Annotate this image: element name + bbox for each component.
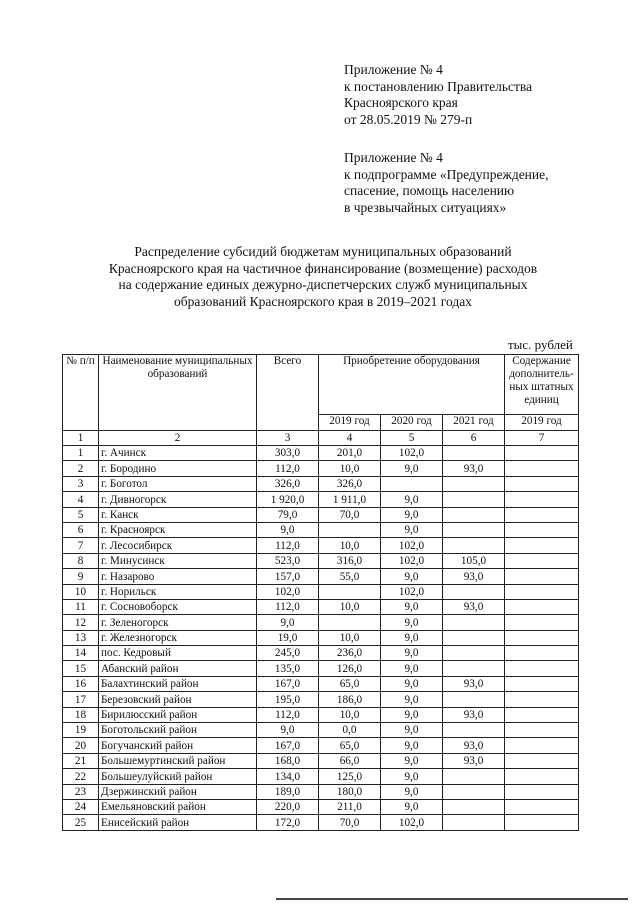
cell-total: 9,0 bbox=[257, 723, 319, 738]
cell-total: 157,0 bbox=[257, 569, 319, 584]
cell-total: 135,0 bbox=[257, 661, 319, 676]
cell-y2021 bbox=[443, 538, 505, 553]
cell-name: г. Сосновоборск bbox=[99, 599, 257, 614]
cell-y2020: 9,0 bbox=[381, 723, 443, 738]
cell-name: г. Лесосибирск bbox=[99, 538, 257, 553]
cell-total: 195,0 bbox=[257, 692, 319, 707]
cell-y2019 bbox=[319, 584, 381, 599]
document-title bbox=[60, 244, 586, 310]
header-num: № п/п bbox=[63, 355, 99, 431]
cell-staff bbox=[505, 799, 579, 814]
table-body bbox=[63, 446, 579, 831]
cell-y2019: 70,0 bbox=[319, 815, 381, 830]
cell-y2020: 102,0 bbox=[381, 446, 443, 461]
cell-staff bbox=[505, 461, 579, 476]
cell-num: 1 bbox=[63, 446, 99, 461]
appendix-line: Красноярского края bbox=[344, 95, 458, 110]
cell-num: 19 bbox=[63, 723, 99, 738]
cell-total: 1 920,0 bbox=[257, 492, 319, 507]
header-total: Всего bbox=[257, 355, 319, 431]
table-row bbox=[63, 553, 579, 568]
table-row bbox=[63, 707, 579, 722]
cell-y2019: 201,0 bbox=[319, 446, 381, 461]
cell-y2019: 10,0 bbox=[319, 461, 381, 476]
cell-y2021 bbox=[443, 476, 505, 491]
col-number: 7 bbox=[505, 431, 579, 446]
header-staff: Содержание дополнитель-ных штатных единиц bbox=[505, 355, 579, 415]
cell-y2021 bbox=[443, 723, 505, 738]
cell-total: 79,0 bbox=[257, 507, 319, 522]
cell-num: 23 bbox=[63, 784, 99, 799]
cell-y2020: 9,0 bbox=[381, 784, 443, 799]
col-number: 6 bbox=[443, 431, 505, 446]
cell-staff bbox=[505, 723, 579, 738]
cell-y2020: 9,0 bbox=[381, 676, 443, 691]
scan-edge-line bbox=[276, 898, 628, 900]
cell-y2020: 9,0 bbox=[381, 507, 443, 522]
col-number: 2 bbox=[99, 431, 257, 446]
cell-num: 12 bbox=[63, 615, 99, 630]
cell-y2020: 9,0 bbox=[381, 492, 443, 507]
appendix-line: в чрезвычайных ситуациях» bbox=[344, 199, 507, 215]
cell-name: Дзержинский район bbox=[99, 784, 257, 799]
cell-total: 245,0 bbox=[257, 646, 319, 661]
appendix-line: Приложение № 4 bbox=[344, 150, 443, 165]
cell-total: 172,0 bbox=[257, 815, 319, 830]
table-row bbox=[63, 522, 579, 537]
cell-staff bbox=[505, 569, 579, 584]
cell-staff bbox=[505, 769, 579, 784]
units-label: тыс. рублей bbox=[508, 337, 573, 352]
cell-num: 16 bbox=[63, 676, 99, 691]
table-row bbox=[63, 584, 579, 599]
cell-staff bbox=[505, 692, 579, 707]
cell-y2021: 93,0 bbox=[443, 738, 505, 753]
cell-name: Бирилюсский район bbox=[99, 707, 257, 722]
cell-num: 22 bbox=[63, 769, 99, 784]
cell-y2020: 9,0 bbox=[381, 599, 443, 614]
appendix-to-subprogram bbox=[344, 150, 549, 216]
cell-name: пос. Кедровый bbox=[99, 646, 257, 661]
cell-y2019: 10,0 bbox=[319, 599, 381, 614]
cell-staff bbox=[505, 738, 579, 753]
cell-y2019: 65,0 bbox=[319, 676, 381, 691]
table-row bbox=[63, 507, 579, 522]
cell-y2020: 9,0 bbox=[381, 461, 443, 476]
cell-name: г. Бородино bbox=[99, 461, 257, 476]
title-line: образований Красноярского края в 2019–2021 годах bbox=[174, 293, 472, 309]
cell-staff bbox=[505, 815, 579, 830]
cell-num: 14 bbox=[63, 646, 99, 661]
cell-y2020: 102,0 bbox=[381, 584, 443, 599]
table-row bbox=[63, 476, 579, 491]
cell-y2021 bbox=[443, 446, 505, 461]
cell-num: 24 bbox=[63, 799, 99, 814]
cell-y2019: 211,0 bbox=[319, 799, 381, 814]
cell-num: 11 bbox=[63, 599, 99, 614]
cell-y2019: 236,0 bbox=[319, 646, 381, 661]
cell-y2021 bbox=[443, 661, 505, 676]
cell-y2021 bbox=[443, 815, 505, 830]
header-name: Наименование муниципальных образований bbox=[99, 355, 257, 431]
cell-total: 523,0 bbox=[257, 553, 319, 568]
cell-y2021 bbox=[443, 799, 505, 814]
cell-y2019: 10,0 bbox=[319, 538, 381, 553]
cell-y2019: 180,0 bbox=[319, 784, 381, 799]
cell-name: Большемуртинский район bbox=[99, 753, 257, 768]
cell-name: г. Канск bbox=[99, 507, 257, 522]
cell-y2019: 55,0 bbox=[319, 569, 381, 584]
table-row bbox=[63, 738, 579, 753]
cell-name: г. Железногорск bbox=[99, 630, 257, 645]
cell-staff bbox=[505, 646, 579, 661]
header-year-2021: 2021 год bbox=[443, 415, 505, 431]
appendix-line: к постановлению Правительства bbox=[344, 78, 533, 94]
cell-name: Богучанский район bbox=[99, 738, 257, 753]
cell-staff bbox=[505, 492, 579, 507]
col-number: 3 bbox=[257, 431, 319, 446]
table-row bbox=[63, 753, 579, 768]
cell-total: 167,0 bbox=[257, 676, 319, 691]
cell-staff bbox=[505, 507, 579, 522]
cell-y2019: 66,0 bbox=[319, 753, 381, 768]
cell-name: Березовский район bbox=[99, 692, 257, 707]
table-row bbox=[63, 723, 579, 738]
cell-num: 3 bbox=[63, 476, 99, 491]
cell-y2019: 65,0 bbox=[319, 738, 381, 753]
cell-staff bbox=[505, 553, 579, 568]
subsidy-table bbox=[62, 354, 579, 831]
cell-total: 326,0 bbox=[257, 476, 319, 491]
cell-name: Енисейский район bbox=[99, 815, 257, 830]
cell-y2020: 9,0 bbox=[381, 707, 443, 722]
col-number: 1 bbox=[63, 431, 99, 446]
table-row bbox=[63, 799, 579, 814]
cell-y2021 bbox=[443, 522, 505, 537]
cell-staff bbox=[505, 753, 579, 768]
cell-y2019: 10,0 bbox=[319, 630, 381, 645]
cell-staff bbox=[505, 599, 579, 614]
cell-y2021 bbox=[443, 630, 505, 645]
appendix-to-resolution bbox=[344, 62, 532, 128]
cell-name: г. Минусинск bbox=[99, 553, 257, 568]
cell-y2019: 70,0 bbox=[319, 507, 381, 522]
cell-name: г. Назарово bbox=[99, 569, 257, 584]
col-number: 5 bbox=[381, 431, 443, 446]
cell-total: 189,0 bbox=[257, 784, 319, 799]
cell-total: 102,0 bbox=[257, 584, 319, 599]
cell-name: Большеулуйский район bbox=[99, 769, 257, 784]
cell-y2020: 9,0 bbox=[381, 646, 443, 661]
cell-total: 112,0 bbox=[257, 538, 319, 553]
cell-y2021: 93,0 bbox=[443, 569, 505, 584]
appendix-line: спасение, помощь населению bbox=[344, 183, 515, 198]
cell-staff bbox=[505, 446, 579, 461]
cell-y2020: 9,0 bbox=[381, 661, 443, 676]
cell-y2021 bbox=[443, 646, 505, 661]
cell-staff bbox=[505, 615, 579, 630]
title-line: Распределение субсидий бюджетам муниципальных образований bbox=[134, 244, 512, 259]
cell-num: 21 bbox=[63, 753, 99, 768]
cell-y2021: 105,0 bbox=[443, 553, 505, 568]
appendix-line: Приложение № 4 bbox=[344, 62, 443, 77]
cell-y2020: 102,0 bbox=[381, 815, 443, 830]
cell-total: 19,0 bbox=[257, 630, 319, 645]
cell-y2020: 9,0 bbox=[381, 753, 443, 768]
cell-y2019 bbox=[319, 522, 381, 537]
cell-num: 13 bbox=[63, 630, 99, 645]
cell-y2021 bbox=[443, 784, 505, 799]
cell-staff bbox=[505, 661, 579, 676]
cell-name: г. Зеленогорск bbox=[99, 615, 257, 630]
table-row bbox=[63, 492, 579, 507]
table-row bbox=[63, 615, 579, 630]
cell-num: 10 bbox=[63, 584, 99, 599]
cell-total: 220,0 bbox=[257, 799, 319, 814]
appendix-line: от 28.05.2019 № 279-п bbox=[344, 111, 473, 127]
cell-y2021: 93,0 bbox=[443, 599, 505, 614]
cell-num: 9 bbox=[63, 569, 99, 584]
cell-y2019: 125,0 bbox=[319, 769, 381, 784]
cell-total: 112,0 bbox=[257, 599, 319, 614]
cell-y2021 bbox=[443, 769, 505, 784]
cell-name: г. Норильск bbox=[99, 584, 257, 599]
cell-name: г. Красноярск bbox=[99, 522, 257, 537]
cell-y2019: 186,0 bbox=[319, 692, 381, 707]
cell-y2020: 9,0 bbox=[381, 569, 443, 584]
cell-y2019: 326,0 bbox=[319, 476, 381, 491]
header-staff-year: 2019 год bbox=[505, 415, 579, 431]
cell-staff bbox=[505, 784, 579, 799]
cell-num: 7 bbox=[63, 538, 99, 553]
cell-y2020: 9,0 bbox=[381, 738, 443, 753]
cell-name: Боготольский район bbox=[99, 723, 257, 738]
table-row bbox=[63, 461, 579, 476]
cell-y2021 bbox=[443, 692, 505, 707]
cell-y2020: 9,0 bbox=[381, 630, 443, 645]
cell-y2021 bbox=[443, 492, 505, 507]
header-year-2019: 2019 год bbox=[319, 415, 381, 431]
appendix-line: к подпрограмме «Предупреждение, bbox=[344, 166, 549, 182]
cell-num: 6 bbox=[63, 522, 99, 537]
cell-num: 17 bbox=[63, 692, 99, 707]
header-year-2020: 2020 год bbox=[381, 415, 443, 431]
table-row bbox=[63, 784, 579, 799]
cell-y2019: 0,0 bbox=[319, 723, 381, 738]
cell-num: 25 bbox=[63, 815, 99, 830]
table-row bbox=[63, 538, 579, 553]
cell-total: 112,0 bbox=[257, 707, 319, 722]
cell-name: Емельяновский район bbox=[99, 799, 257, 814]
table-row bbox=[63, 569, 579, 584]
cell-y2020: 9,0 bbox=[381, 799, 443, 814]
cell-staff bbox=[505, 676, 579, 691]
cell-total: 303,0 bbox=[257, 446, 319, 461]
cell-total: 167,0 bbox=[257, 738, 319, 753]
table-row bbox=[63, 692, 579, 707]
cell-num: 4 bbox=[63, 492, 99, 507]
cell-y2020 bbox=[381, 476, 443, 491]
table-row bbox=[63, 630, 579, 645]
cell-name: г. Ачинск bbox=[99, 446, 257, 461]
cell-total: 168,0 bbox=[257, 753, 319, 768]
table-row bbox=[63, 599, 579, 614]
cell-y2021: 93,0 bbox=[443, 461, 505, 476]
cell-y2019: 10,0 bbox=[319, 707, 381, 722]
cell-y2021: 93,0 bbox=[443, 753, 505, 768]
cell-num: 2 bbox=[63, 461, 99, 476]
cell-num: 15 bbox=[63, 661, 99, 676]
cell-num: 18 bbox=[63, 707, 99, 722]
cell-y2020: 9,0 bbox=[381, 692, 443, 707]
cell-y2019: 126,0 bbox=[319, 661, 381, 676]
cell-y2021: 93,0 bbox=[443, 707, 505, 722]
cell-staff bbox=[505, 584, 579, 599]
cell-num: 5 bbox=[63, 507, 99, 522]
cell-num: 20 bbox=[63, 738, 99, 753]
cell-total: 134,0 bbox=[257, 769, 319, 784]
cell-y2021 bbox=[443, 615, 505, 630]
cell-name: г. Дивногорск bbox=[99, 492, 257, 507]
table-row bbox=[63, 661, 579, 676]
cell-name: Балахтинский район bbox=[99, 676, 257, 691]
table-row bbox=[63, 769, 579, 784]
cell-y2021: 93,0 bbox=[443, 676, 505, 691]
cell-y2019: 316,0 bbox=[319, 553, 381, 568]
cell-staff bbox=[505, 630, 579, 645]
title-line: Красноярского края на частичное финансирование (возмещение) расходов bbox=[108, 260, 538, 276]
title-line: на содержание единых дежурно-диспетчерских служб муниципальных bbox=[118, 277, 528, 292]
cell-y2019: 1 911,0 bbox=[319, 492, 381, 507]
cell-y2020: 9,0 bbox=[381, 615, 443, 630]
cell-y2021 bbox=[443, 584, 505, 599]
table-row bbox=[63, 646, 579, 661]
col-number: 4 bbox=[319, 431, 381, 446]
table-row bbox=[63, 676, 579, 691]
cell-num: 8 bbox=[63, 553, 99, 568]
cell-y2020: 9,0 bbox=[381, 769, 443, 784]
header-equipment: Приобретение оборудования bbox=[319, 355, 505, 415]
cell-y2021 bbox=[443, 507, 505, 522]
cell-total: 9,0 bbox=[257, 522, 319, 537]
cell-y2020: 102,0 bbox=[381, 553, 443, 568]
cell-total: 112,0 bbox=[257, 461, 319, 476]
table-row bbox=[63, 815, 579, 830]
table-row bbox=[63, 446, 579, 461]
cell-total: 9,0 bbox=[257, 615, 319, 630]
cell-name: г. Боготол bbox=[99, 476, 257, 491]
cell-staff bbox=[505, 476, 579, 491]
cell-name: Абанский район bbox=[99, 661, 257, 676]
cell-y2019 bbox=[319, 615, 381, 630]
cell-staff bbox=[505, 707, 579, 722]
cell-y2020: 102,0 bbox=[381, 538, 443, 553]
cell-staff bbox=[505, 522, 579, 537]
cell-staff bbox=[505, 538, 579, 553]
cell-y2020: 9,0 bbox=[381, 522, 443, 537]
